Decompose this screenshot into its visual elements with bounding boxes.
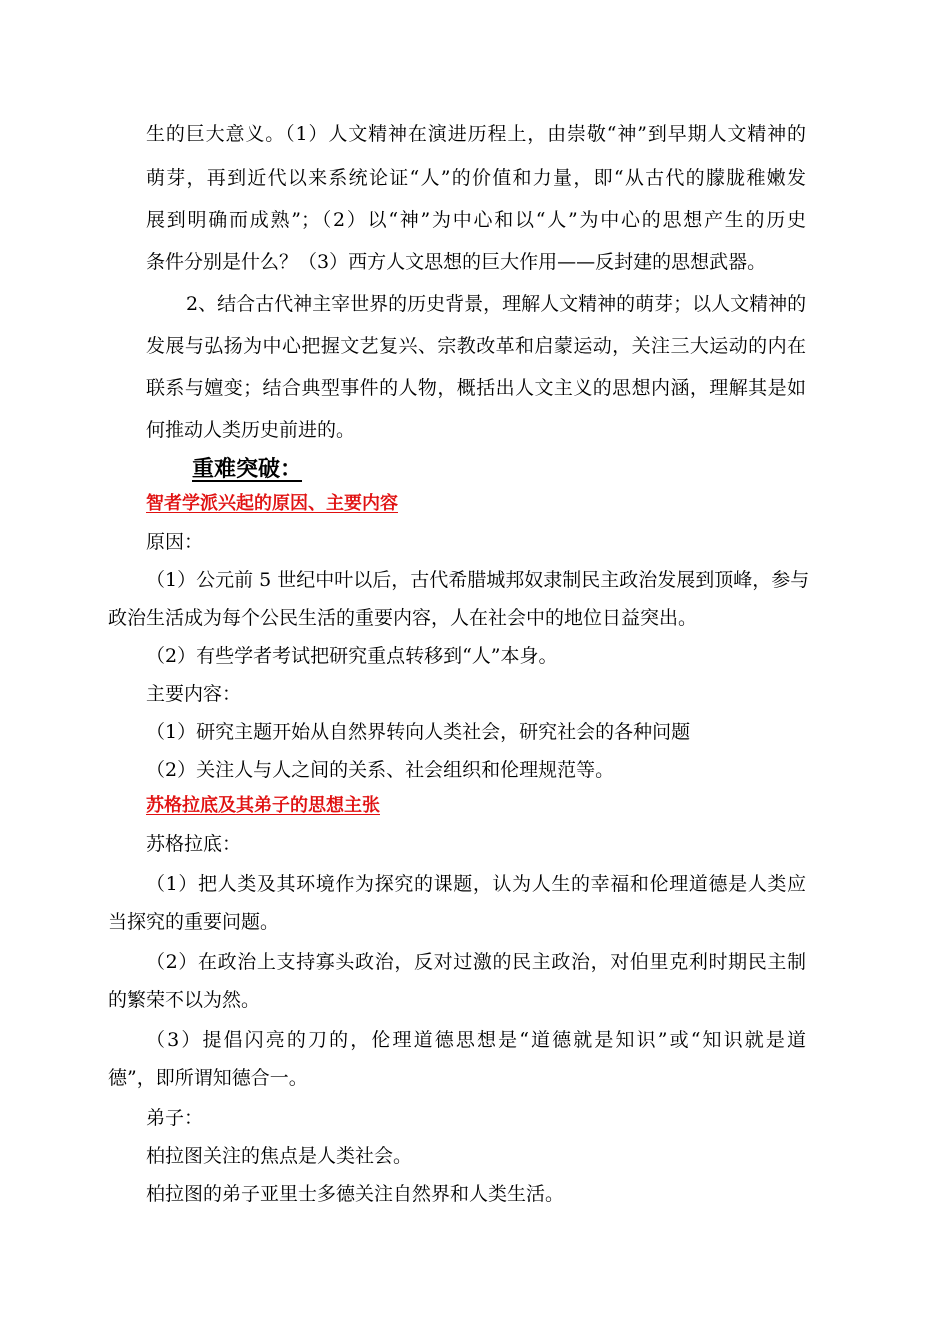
content-line: （2）关注人与人之间的关系、社会组织和伦理规范等。 [146,759,615,781]
socrates-line: 当探究的重要问题。 [108,911,280,933]
point2-line: 何推动人类历史前进的。 [146,419,356,441]
aristotle-line: 柏拉图的弟子亚里士多德关注自然界和人类生活。 [146,1183,565,1205]
point2-line: 联系与嬗变；结合典型事件的人物，概括出人文主义的思想内涵，理解其是如 [146,377,806,399]
section-title-sophists: 智者学派兴起的原因、主要内容 [146,493,398,514]
reason-line: 政治生活成为每个公民生活的重要内容，人在社会中的地位日益突出。 [108,607,698,629]
intro-line: 萌芽，再到近代以来系统论证“人”的价值和力量，即“从古代的朦胧稚嫩发 [146,167,806,189]
socrates-line: （1）把人类及其环境作为探究的课题，认为人生的幸福和伦理道德是人类应 [146,873,806,895]
content-line: （1）研究主题开始从自然界转向人类社会，研究社会的各种问题 [146,721,691,743]
point2-line: 2、结合古代神主宰世界的历史背景，理解人文精神的萌芽；以人文精神的 [186,293,807,315]
socrates-line: （3）提倡闪亮的刀的，伦理道德思想是“道德就是知识”或“知识就是道 [146,1029,806,1051]
point2-line: 发展与弘扬为中心把握文艺复兴、宗教改革和启蒙运动，关注三大运动的内在 [146,335,806,357]
reason-label: 原因： [146,531,204,553]
content-label: 主要内容： [146,683,242,705]
intro-line: 生的巨大意义。（1）人文精神在演进历程上，由崇敬“神”到早期人文精神的 [146,123,806,145]
section-heading: 重难突破： [192,457,303,482]
reason-line: （1）公元前 5 世纪中叶以后，古代希腊城邦奴隶制民主政治发展到顶峰，参与 [146,569,810,591]
socrates-line: （2）在政治上支持寡头政治，反对过激的民主政治，对伯里克利时期民主制 [146,951,806,973]
socrates-label: 苏格拉底： [146,833,242,855]
plato-line: 柏拉图关注的焦点是人类社会。 [146,1145,413,1167]
section-title-socrates: 苏格拉底及其弟子的思想主张 [146,795,380,816]
socrates-line: 的繁荣不以为然。 [108,989,261,1011]
socrates-line: 德”，即所谓知德合一。 [108,1067,308,1089]
reason-line: （2）有些学者考试把研究重点转移到“人”本身。 [146,645,558,667]
intro-line: 展到明确而成熟”；（2）以“神”为中心和以“人”为中心的思想产生的历史 [146,209,806,231]
disciples-label: 弟子： [146,1107,204,1129]
intro-line: 条件分别是什么？（3）西方人文思想的巨大作用——反封建的思想武器。 [146,251,767,273]
